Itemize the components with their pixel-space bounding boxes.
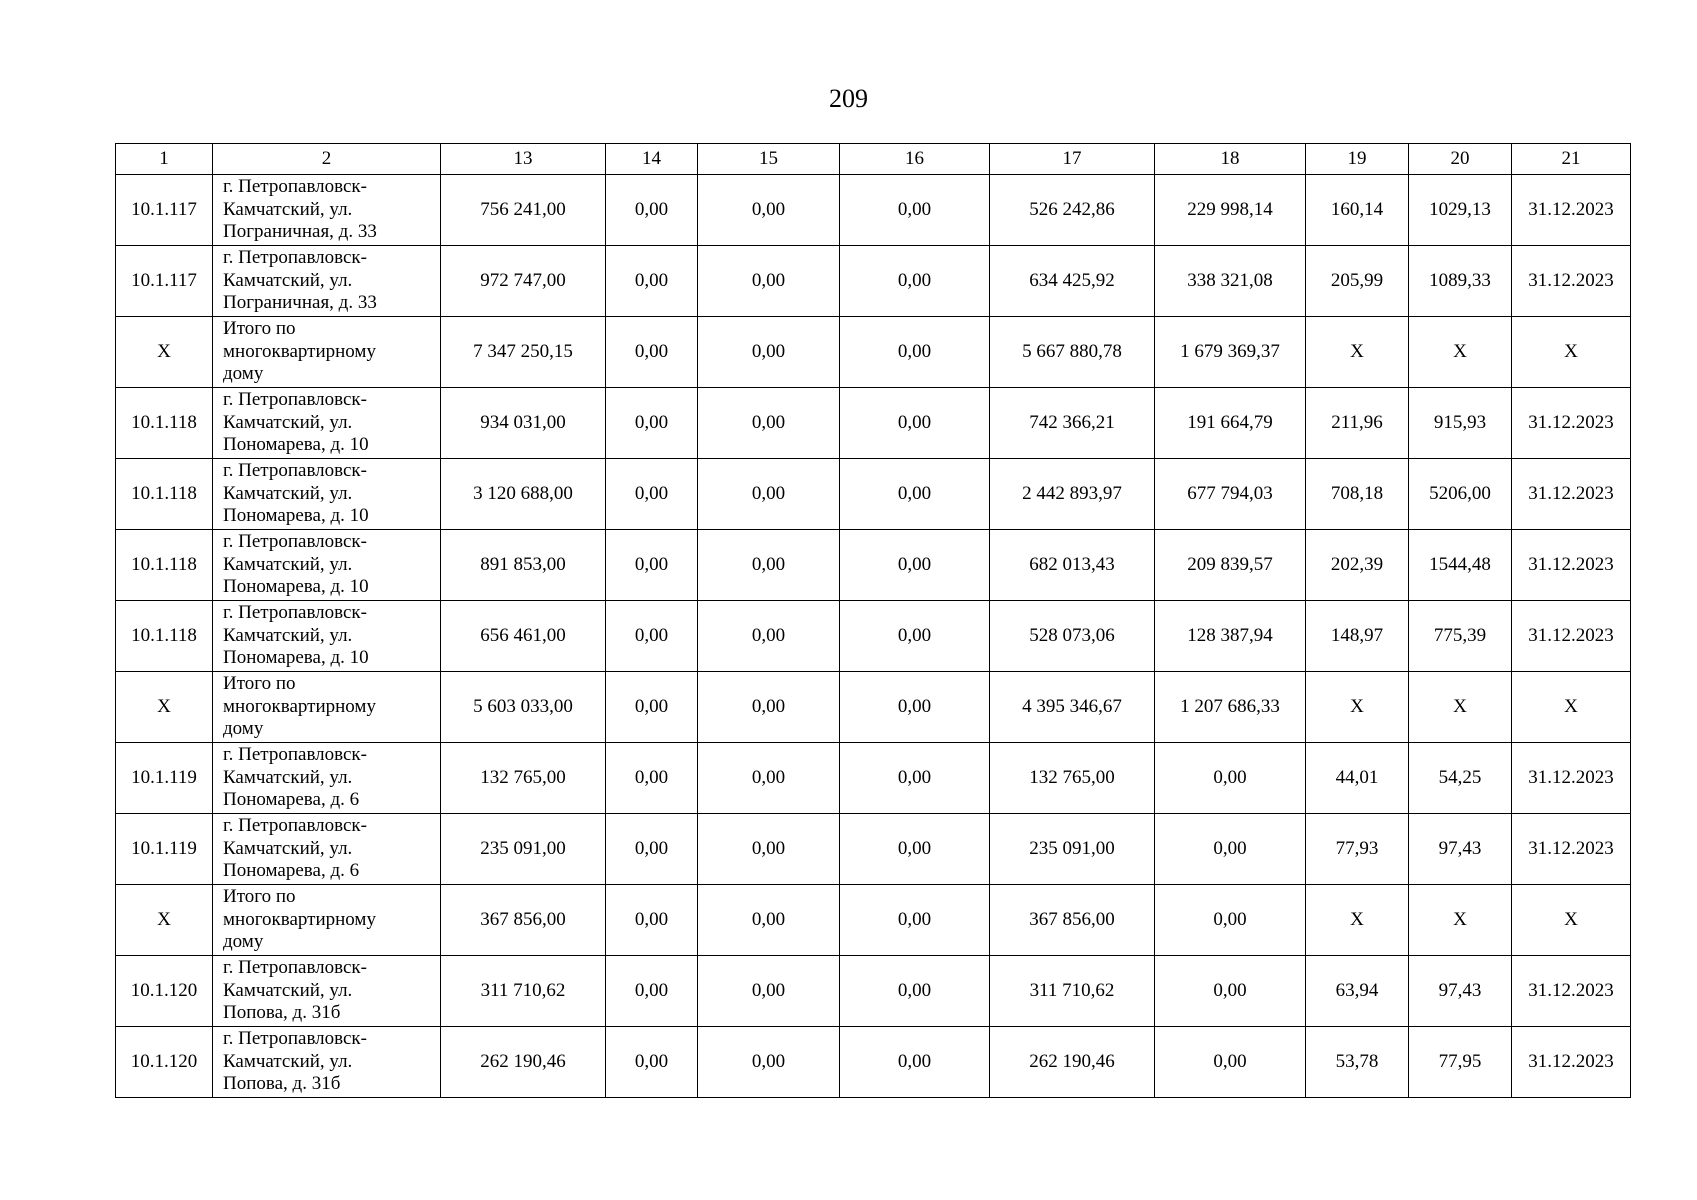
- cell-code: 10.1.117: [116, 246, 213, 317]
- table-row: [116, 885, 1631, 956]
- cell-col-15: 0,00: [698, 885, 840, 956]
- cell-col-16: 0,00: [840, 743, 990, 814]
- column-header-col-18: 18: [1155, 144, 1306, 175]
- cell-code: X: [116, 317, 213, 388]
- cell-col-18: 677 794,03: [1155, 459, 1306, 530]
- cell-col-13: 5 603 033,00: [441, 672, 606, 743]
- table-row: [116, 175, 1631, 246]
- table-row: [116, 814, 1631, 885]
- cell-col-17: 2 442 893,97: [990, 459, 1155, 530]
- cell-col-21: 31.12.2023: [1512, 956, 1631, 1027]
- cell-address: г. Петропавловск- Камчатский, ул. Пономарева, д. 10: [213, 530, 441, 601]
- column-header-col-17: 17: [990, 144, 1155, 175]
- cell-col-14: 0,00: [606, 530, 698, 601]
- column-header-col-14: 14: [606, 144, 698, 175]
- cell-col-17: 5 667 880,78: [990, 317, 1155, 388]
- cell-col-20: 1089,33: [1409, 246, 1512, 317]
- cell-col-18: 338 321,08: [1155, 246, 1306, 317]
- cell-col-14: 0,00: [606, 175, 698, 246]
- cell-col-17: 526 242,86: [990, 175, 1155, 246]
- cell-col-16: 0,00: [840, 246, 990, 317]
- cell-col-21: 31.12.2023: [1512, 175, 1631, 246]
- cell-col-13: 311 710,62: [441, 956, 606, 1027]
- cell-col-19: 708,18: [1306, 459, 1409, 530]
- cell-col-15: 0,00: [698, 317, 840, 388]
- cell-col-15: 0,00: [698, 1027, 840, 1098]
- cell-col-21: 31.12.2023: [1512, 1027, 1631, 1098]
- cell-col-13: 3 120 688,00: [441, 459, 606, 530]
- cell-code: 10.1.118: [116, 459, 213, 530]
- cell-col-14: 0,00: [606, 388, 698, 459]
- cell-col-15: 0,00: [698, 530, 840, 601]
- cell-col-13: 656 461,00: [441, 601, 606, 672]
- cell-col-21: 31.12.2023: [1512, 459, 1631, 530]
- cell-col-19: 160,14: [1306, 175, 1409, 246]
- cell-col-20: 915,93: [1409, 388, 1512, 459]
- cell-col-18: 1 207 686,33: [1155, 672, 1306, 743]
- cell-col-13: 891 853,00: [441, 530, 606, 601]
- cell-code: 10.1.118: [116, 388, 213, 459]
- cell-col-16: 0,00: [840, 814, 990, 885]
- cell-col-16: 0,00: [840, 388, 990, 459]
- cell-col-19: 44,01: [1306, 743, 1409, 814]
- cell-col-16: 0,00: [840, 601, 990, 672]
- cell-col-20: 5206,00: [1409, 459, 1512, 530]
- cell-col-14: 0,00: [606, 459, 698, 530]
- cell-col-13: 7 347 250,15: [441, 317, 606, 388]
- cell-col-15: 0,00: [698, 956, 840, 1027]
- cell-address: г. Петропавловск- Камчатский, ул. Пограничная, д. 33: [213, 175, 441, 246]
- cell-col-13: 235 091,00: [441, 814, 606, 885]
- cell-col-21: 31.12.2023: [1512, 388, 1631, 459]
- cell-col-18: 0,00: [1155, 743, 1306, 814]
- cell-col-17: 235 091,00: [990, 814, 1155, 885]
- table-row: [116, 672, 1631, 743]
- table-row: [116, 743, 1631, 814]
- cell-col-15: 0,00: [698, 388, 840, 459]
- cell-col-13: 934 031,00: [441, 388, 606, 459]
- cell-address: г. Петропавловск- Камчатский, ул. Пограничная, д. 33: [213, 246, 441, 317]
- table-row: [116, 1027, 1631, 1098]
- cell-col-18: 229 998,14: [1155, 175, 1306, 246]
- cell-col-14: 0,00: [606, 317, 698, 388]
- cell-code: 10.1.119: [116, 814, 213, 885]
- cell-col-15: 0,00: [698, 601, 840, 672]
- cell-code: X: [116, 672, 213, 743]
- cell-col-20: X: [1409, 317, 1512, 388]
- table-row: [116, 530, 1631, 601]
- cell-col-15: 0,00: [698, 175, 840, 246]
- cell-code: 10.1.119: [116, 743, 213, 814]
- column-header-col-15: 15: [698, 144, 840, 175]
- cell-address: г. Петропавловск- Камчатский, ул. Попова, д. 31б: [213, 1027, 441, 1098]
- table-row: [116, 601, 1631, 672]
- cell-col-14: 0,00: [606, 246, 698, 317]
- table-body: [116, 144, 1631, 1098]
- cell-col-19: 63,94: [1306, 956, 1409, 1027]
- column-header-col-13: 13: [441, 144, 606, 175]
- cell-col-13: 367 856,00: [441, 885, 606, 956]
- cell-col-20: 97,43: [1409, 814, 1512, 885]
- cell-col-21: X: [1512, 885, 1631, 956]
- cell-col-15: 0,00: [698, 743, 840, 814]
- cell-code: 10.1.120: [116, 956, 213, 1027]
- cell-code: 10.1.118: [116, 601, 213, 672]
- cell-col-16: 0,00: [840, 175, 990, 246]
- cell-col-14: 0,00: [606, 672, 698, 743]
- column-header-address: 2: [213, 144, 441, 175]
- cell-col-18: 0,00: [1155, 956, 1306, 1027]
- cell-col-14: 0,00: [606, 814, 698, 885]
- cell-col-16: 0,00: [840, 317, 990, 388]
- column-header-col-19: 19: [1306, 144, 1409, 175]
- cell-col-16: 0,00: [840, 1027, 990, 1098]
- cell-code: 10.1.120: [116, 1027, 213, 1098]
- cell-col-20: 97,43: [1409, 956, 1512, 1027]
- cell-col-17: 4 395 346,67: [990, 672, 1155, 743]
- cell-col-18: 0,00: [1155, 885, 1306, 956]
- cell-col-21: 31.12.2023: [1512, 601, 1631, 672]
- cell-col-16: 0,00: [840, 672, 990, 743]
- cell-col-18: 209 839,57: [1155, 530, 1306, 601]
- cell-col-19: 53,78: [1306, 1027, 1409, 1098]
- cell-address: г. Петропавловск- Камчатский, ул. Пономарева, д. 6: [213, 814, 441, 885]
- column-header-col-16: 16: [840, 144, 990, 175]
- cell-address: г. Петропавловск- Камчатский, ул. Пономарева, д. 10: [213, 459, 441, 530]
- cell-col-19: 202,39: [1306, 530, 1409, 601]
- cell-col-17: 311 710,62: [990, 956, 1155, 1027]
- cell-address: Итого по многоквартирному дому: [213, 672, 441, 743]
- cell-col-17: 528 073,06: [990, 601, 1155, 672]
- cell-col-17: 367 856,00: [990, 885, 1155, 956]
- cell-address: Итого по многоквартирному дому: [213, 317, 441, 388]
- cell-address: г. Петропавловск- Камчатский, ул. Попова, д. 31б: [213, 956, 441, 1027]
- cell-col-20: X: [1409, 885, 1512, 956]
- cell-col-17: 262 190,46: [990, 1027, 1155, 1098]
- cell-col-19: 148,97: [1306, 601, 1409, 672]
- cell-col-18: 191 664,79: [1155, 388, 1306, 459]
- cell-col-15: 0,00: [698, 814, 840, 885]
- cell-code: X: [116, 885, 213, 956]
- cell-col-14: 0,00: [606, 601, 698, 672]
- cell-col-16: 0,00: [840, 956, 990, 1027]
- cell-col-21: 31.12.2023: [1512, 743, 1631, 814]
- cell-col-20: 1544,48: [1409, 530, 1512, 601]
- table-row: [116, 956, 1631, 1027]
- cell-col-21: 31.12.2023: [1512, 814, 1631, 885]
- cell-col-15: 0,00: [698, 672, 840, 743]
- cell-col-21: X: [1512, 317, 1631, 388]
- cell-col-16: 0,00: [840, 459, 990, 530]
- cell-col-13: 132 765,00: [441, 743, 606, 814]
- cell-address: Итого по многоквартирному дому: [213, 885, 441, 956]
- cell-col-14: 0,00: [606, 885, 698, 956]
- cell-col-20: 54,25: [1409, 743, 1512, 814]
- cell-address: г. Петропавловск- Камчатский, ул. Пономарева, д. 6: [213, 743, 441, 814]
- cell-col-13: 262 190,46: [441, 1027, 606, 1098]
- cell-col-15: 0,00: [698, 459, 840, 530]
- cell-col-20: 775,39: [1409, 601, 1512, 672]
- column-header-code: 1: [116, 144, 213, 175]
- cell-col-21: 31.12.2023: [1512, 246, 1631, 317]
- cell-col-19: 211,96: [1306, 388, 1409, 459]
- cell-col-13: 756 241,00: [441, 175, 606, 246]
- header-row: [116, 144, 1631, 175]
- cell-col-18: 0,00: [1155, 814, 1306, 885]
- cell-col-18: 0,00: [1155, 1027, 1306, 1098]
- cell-col-20: 77,95: [1409, 1027, 1512, 1098]
- cell-col-18: 1 679 369,37: [1155, 317, 1306, 388]
- cell-col-19: X: [1306, 885, 1409, 956]
- cell-col-17: 742 366,21: [990, 388, 1155, 459]
- cell-address: г. Петропавловск- Камчатский, ул. Пономарева, д. 10: [213, 601, 441, 672]
- cell-col-13: 972 747,00: [441, 246, 606, 317]
- cell-col-17: 634 425,92: [990, 246, 1155, 317]
- cell-code: 10.1.117: [116, 175, 213, 246]
- cell-col-14: 0,00: [606, 956, 698, 1027]
- cell-col-18: 128 387,94: [1155, 601, 1306, 672]
- table-row: [116, 317, 1631, 388]
- page-number: 209: [829, 84, 868, 113]
- cell-col-21: 31.12.2023: [1512, 530, 1631, 601]
- table-row: [116, 246, 1631, 317]
- cell-col-19: X: [1306, 317, 1409, 388]
- table-row: [116, 388, 1631, 459]
- cell-col-17: 132 765,00: [990, 743, 1155, 814]
- data-table: [115, 143, 1631, 1098]
- cell-address: г. Петропавловск- Камчатский, ул. Пономарева, д. 10: [213, 388, 441, 459]
- cell-col-14: 0,00: [606, 1027, 698, 1098]
- cell-col-17: 682 013,43: [990, 530, 1155, 601]
- cell-col-16: 0,00: [840, 530, 990, 601]
- column-header-col-21: 21: [1512, 144, 1631, 175]
- cell-col-15: 0,00: [698, 246, 840, 317]
- cell-col-14: 0,00: [606, 743, 698, 814]
- cell-col-19: X: [1306, 672, 1409, 743]
- column-header-col-20: 20: [1409, 144, 1512, 175]
- cell-code: 10.1.118: [116, 530, 213, 601]
- cell-col-19: 77,93: [1306, 814, 1409, 885]
- cell-col-20: X: [1409, 672, 1512, 743]
- cell-col-16: 0,00: [840, 885, 990, 956]
- cell-col-19: 205,99: [1306, 246, 1409, 317]
- table-row: [116, 459, 1631, 530]
- cell-col-20: 1029,13: [1409, 175, 1512, 246]
- cell-col-21: X: [1512, 672, 1631, 743]
